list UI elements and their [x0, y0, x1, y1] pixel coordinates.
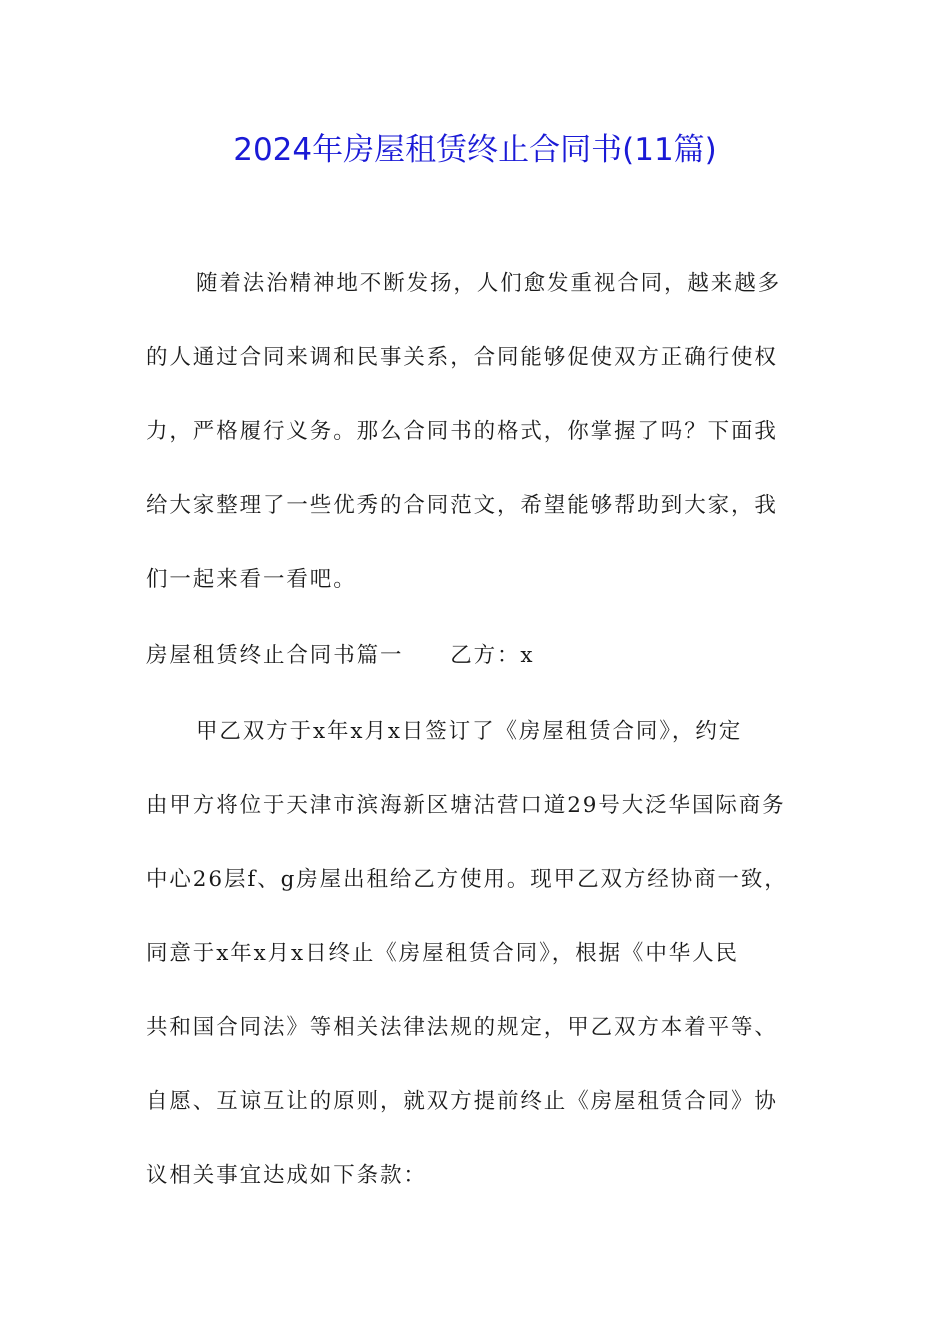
body-line: 自愿、互谅互让的原则，就双方提前终止《房屋租赁合同》协 — [146, 1089, 778, 1114]
body-line: 给大家整理了一些优秀的合同范文，希望能够帮助到大家，我 — [146, 493, 778, 518]
body-line: 随着法治精神地不断发扬，人们愈发重视合同，越来越多 — [196, 271, 782, 296]
document-title: 2024年房屋租赁终止合同书(11篇) — [233, 132, 717, 168]
body-line: 议相关事宜达成如下条款： — [146, 1163, 427, 1188]
body-line: 力，严格履行义务。那么合同书的格式，你掌握了吗？下面我 — [146, 419, 778, 444]
body-line: 同意于x年x月x日终止《房屋租赁合同》，根据《中华人民 — [146, 941, 739, 966]
body-line: 由甲方将位于天津市滨海新区塘沽营口道29号大泛华国际商务 — [146, 793, 786, 818]
section-heading: 房屋租赁终止合同书篇一 乙方：x — [146, 643, 535, 668]
body-line: 甲乙双方于x年x月x日签订了《房屋租赁合同》，约定 — [196, 719, 743, 744]
body-line: 中心26层f、g房屋出租给乙方使用。现甲乙双方经协商一致， — [146, 867, 788, 892]
body-line: 共和国合同法》等相关法律法规的规定，甲乙双方本着平等、 — [146, 1015, 778, 1040]
body-line: 们一起来看一看吧。 — [146, 567, 357, 592]
body-line: 的人通过合同来调和民事关系，合同能够促使双方正确行使权 — [146, 345, 778, 370]
